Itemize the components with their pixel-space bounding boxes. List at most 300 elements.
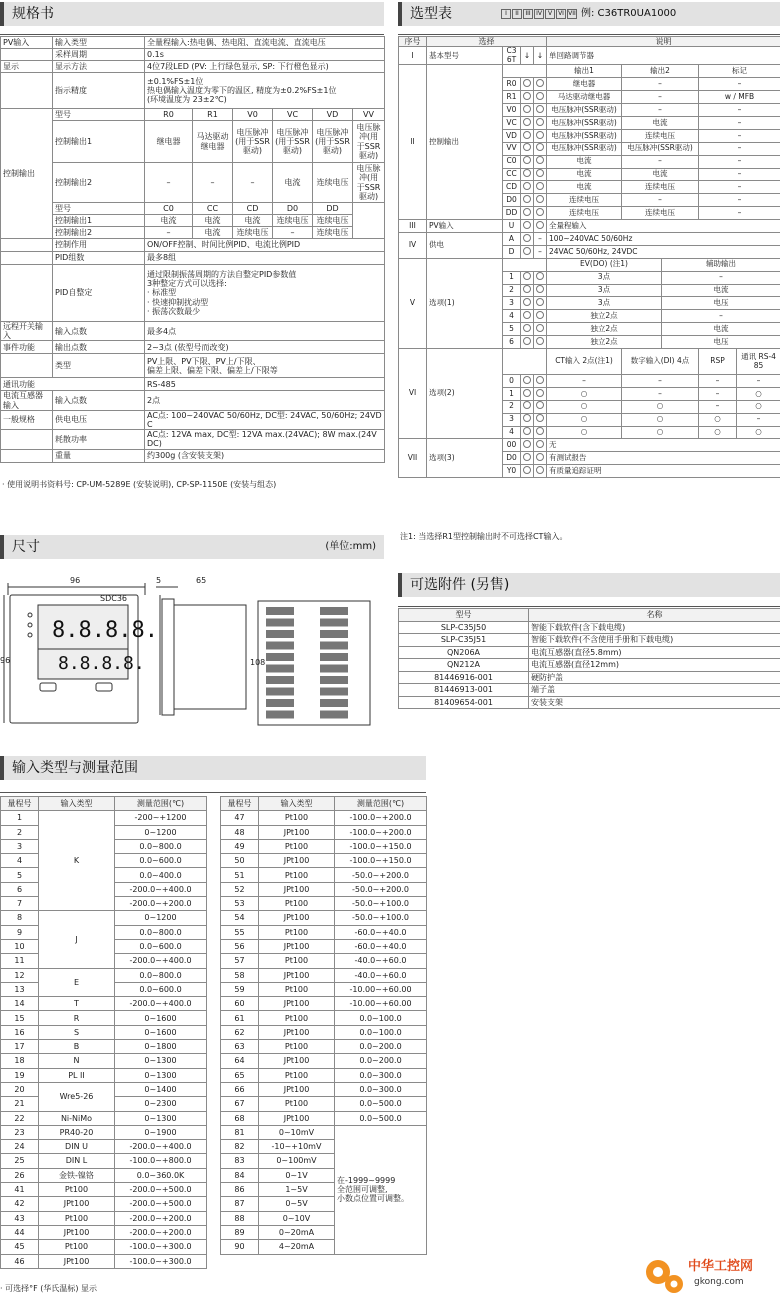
spec-item: 控制作用: [53, 239, 145, 252]
table-cell: 3点: [547, 297, 662, 310]
table-row: [1, 252, 385, 265]
roman-box: III: [523, 9, 533, 19]
circle-icon: [536, 440, 544, 448]
table-cell: ○: [737, 400, 780, 413]
range-value: -200.0~+400.0: [115, 954, 207, 968]
table-row: [1, 322, 385, 341]
select-circle: [534, 323, 547, 336]
select-circle: [534, 181, 547, 194]
range-table-right: [220, 796, 427, 1255]
out-cell: 电流: [233, 215, 273, 227]
code-cell: 0: [503, 375, 521, 388]
select-circle: [521, 168, 534, 181]
table-cell: 有质量追踪证明: [547, 465, 780, 478]
table-cell: 单回路调节器: [547, 47, 780, 65]
table-row: [1, 265, 385, 322]
range-no: 68: [221, 1111, 259, 1125]
table-cell: V: [399, 258, 427, 348]
range-no: 63: [221, 1040, 259, 1054]
range-no: 89: [221, 1225, 259, 1239]
table-row: [399, 646, 780, 659]
input-type: JPt100: [39, 1254, 115, 1268]
circle-icon: [536, 272, 544, 280]
table-row: [221, 854, 427, 868]
table-cell: PV输入: [427, 220, 503, 233]
range-no: 84: [221, 1168, 259, 1182]
out-cell: 电压脉冲(用于SSR驱动): [233, 121, 273, 163]
table-row: [399, 621, 780, 634]
table-row: [1, 430, 385, 449]
table-cell: –: [622, 91, 699, 104]
input-type: JPt100: [259, 911, 335, 925]
table-row: [221, 1125, 427, 1139]
code-cell: CD: [503, 181, 521, 194]
range-no: 52: [221, 882, 259, 896]
range-no: 53: [221, 897, 259, 911]
code-cell: D0: [503, 194, 521, 207]
select-circle: [521, 375, 534, 388]
circle-icon: [523, 195, 531, 203]
out-cell: 电压脉冲(用于SSR驱动): [353, 121, 385, 163]
select-circle: [521, 181, 534, 194]
table-cell: 电压脉冲(SSR驱动): [622, 142, 699, 155]
range-no: 14: [1, 997, 39, 1011]
select-circle: [534, 310, 547, 323]
input-type: 0~10mV: [259, 1125, 335, 1139]
circle-icon: [523, 92, 531, 100]
select-circle: [534, 297, 547, 310]
table-cell: 测量范围(℃): [115, 797, 207, 811]
code-cell: C36T: [503, 47, 521, 65]
table-cell: –: [662, 271, 780, 284]
range-value: -100.0~+150.0: [335, 839, 427, 853]
gkong-logo: [640, 1250, 770, 1300]
input-type: Pt100: [259, 954, 335, 968]
range-no: 55: [221, 925, 259, 939]
input-type: 0~100mV: [259, 1154, 335, 1168]
select-circle: [521, 117, 534, 130]
table-cell: 量程号: [221, 797, 259, 811]
spec-value: 0.1s: [145, 49, 385, 61]
out-cell: –: [273, 227, 313, 239]
table-cell: ↓: [534, 47, 547, 65]
range-value: 0~1300: [115, 1111, 207, 1125]
table-row: [221, 897, 427, 911]
table-row: [1, 1054, 207, 1068]
table-cell: ○: [737, 387, 780, 400]
input-type: JPt100: [259, 825, 335, 839]
table-cell: –: [622, 194, 699, 207]
code-cell: R0: [145, 109, 193, 121]
spec-item: 类型: [53, 354, 145, 378]
table-row: [1, 1068, 207, 1082]
table-cell: III: [399, 220, 427, 233]
range-no: 49: [221, 839, 259, 853]
roman-boxes: [500, 9, 577, 19]
spec-value: 约300g (含安装支架): [145, 449, 385, 462]
table-cell: 选项(1): [427, 258, 503, 348]
range-value: -10.00~+60.00: [335, 997, 427, 1011]
dim-unit: (单位:mm): [325, 541, 376, 552]
table-cell: 量程号: [1, 797, 39, 811]
input-type: J: [39, 911, 115, 968]
terminal-block: [266, 642, 294, 650]
select-circle: [521, 310, 534, 323]
range-no: 59: [221, 982, 259, 996]
table-cell: 供电: [427, 233, 503, 259]
spec-category: PV输入: [1, 37, 53, 49]
circle-icon: [523, 298, 531, 306]
table-cell: 电流: [547, 155, 622, 168]
range-value: -100.0~+800.0: [115, 1154, 207, 1168]
table-cell: –: [534, 245, 547, 258]
range-value: 0.0~100.0: [335, 1025, 427, 1039]
spec-category: 一般规格: [1, 410, 53, 429]
table-cell: 3点: [547, 284, 662, 297]
table-cell: 电压脉冲(SSR驱动): [547, 104, 622, 117]
range-value: 0.0~200.0: [335, 1040, 427, 1054]
input-type: Pt100: [39, 1240, 115, 1254]
circle-icon: [536, 118, 544, 126]
select-circle: [534, 439, 547, 452]
select-circle: [521, 284, 534, 297]
select-circle: [521, 194, 534, 207]
table-cell: ○: [699, 426, 737, 439]
table-row: [1, 1140, 207, 1154]
table-cell: 输入类型: [259, 797, 335, 811]
terminal-block: [266, 630, 294, 638]
circle-icon: [523, 156, 531, 164]
range-no: 83: [221, 1154, 259, 1168]
table-cell: 连续电压: [622, 207, 699, 220]
table-cell: 型号: [399, 609, 529, 622]
sel-table: [398, 36, 780, 478]
input-type: E: [39, 968, 115, 997]
range-no: 46: [1, 1254, 39, 1268]
input-type: 4~20mA: [259, 1240, 335, 1254]
range-no: 18: [1, 1054, 39, 1068]
circle-icon: [523, 389, 531, 397]
circle-icon: [523, 401, 531, 409]
range-value: 0.0~800.0: [115, 968, 207, 982]
code-cell: 1: [503, 271, 521, 284]
table-cell: –: [622, 375, 699, 388]
circle-icon: [523, 337, 531, 345]
circle-icon: [536, 376, 544, 384]
input-type: Pt100: [259, 1068, 335, 1082]
table-cell: 独立2点: [547, 310, 662, 323]
circle-icon: [523, 182, 531, 190]
circle-icon: [523, 324, 531, 332]
table-cell: 电压脉冲(SSR驱动): [547, 142, 622, 155]
spec-item: 供电电压: [53, 410, 145, 429]
spec-category: [1, 430, 53, 449]
spec-item: 显示方法: [53, 61, 145, 73]
input-type: 1~5V: [259, 1183, 335, 1197]
linear-note: 在-1999~9999 全范围可调整, 小数点位置可调整。: [335, 1125, 427, 1254]
table-cell: 100~240VAC 50/60Hz: [547, 233, 780, 246]
spec-value: 全量程输入:热电偶、热电阻、直流电流、直流电压: [145, 37, 385, 49]
table-cell: ○: [547, 413, 622, 426]
table-cell: –: [622, 155, 699, 168]
input-type: DIN L: [39, 1154, 115, 1168]
range-value: -40.0~+60.0: [335, 954, 427, 968]
table-cell: RSP: [699, 349, 737, 375]
table-cell: 电压: [662, 336, 780, 349]
out-cell: 电流: [193, 215, 233, 227]
range-value: -60.0~+40.0: [335, 925, 427, 939]
range-value: 0~1300: [115, 1054, 207, 1068]
table-row: [399, 233, 780, 246]
spec-item: 控制输出1: [53, 215, 145, 227]
input-type: 0~10V: [259, 1211, 335, 1225]
table-row: [1, 797, 207, 811]
spec-item: 输入类型: [53, 37, 145, 49]
range-divider: [0, 792, 426, 793]
table-cell: [503, 65, 547, 78]
code-cell: R1: [193, 109, 233, 121]
circle-icon: [523, 169, 531, 177]
circle-icon: [523, 105, 531, 113]
spec-value: ±0.1%FS±1位 热电偶输入温度为零下的温区, 精度为±0.2%FS±1位 (环境温度为 23±2℃): [145, 73, 385, 109]
table-cell: 继电器: [547, 78, 622, 91]
table-row: [221, 1011, 427, 1025]
select-circle: [521, 465, 534, 478]
table-cell: [503, 349, 547, 375]
table-row: [221, 1025, 427, 1039]
acc-model: QN212A: [399, 659, 529, 672]
spec-category: [1, 265, 53, 322]
circle-icon: [536, 311, 544, 319]
range-value: 0.0~600.0: [115, 939, 207, 953]
spec-value: 最多4点: [145, 322, 385, 341]
table-row: [221, 825, 427, 839]
table-row: [399, 696, 780, 709]
table-cell: [353, 203, 385, 239]
table-cell: –: [622, 104, 699, 117]
circle-icon: [536, 79, 544, 87]
spec-category: [1, 354, 53, 378]
table-row: [221, 868, 427, 882]
dim-model: SDC36: [100, 594, 128, 603]
sp-digits: 8.8.8.8.: [58, 653, 145, 674]
table-cell: –: [699, 400, 737, 413]
out-cell: 连续电压: [273, 215, 313, 227]
input-type: Pt100: [259, 811, 335, 825]
terminal-block: [266, 699, 294, 707]
table-row: [1, 1183, 207, 1197]
table-row: [399, 65, 780, 78]
roman-box: V: [545, 9, 555, 19]
terminal-block: [320, 642, 348, 650]
spec-value: ON/OFF控制、时间比例PID、电流比例PID: [145, 239, 385, 252]
table-row: [1, 1011, 207, 1025]
logo-text: 中华工控网: [688, 1259, 754, 1274]
code-cell: 3: [503, 297, 521, 310]
terminal-block: [320, 665, 348, 673]
spec-category: 通讯功能: [1, 378, 145, 391]
range-table-left: [0, 796, 207, 1269]
table-cell: –: [699, 194, 780, 207]
table-row: [221, 1082, 427, 1096]
acc-name: 电流互感器(直径5.8mm): [529, 646, 780, 659]
select-circle: [534, 465, 547, 478]
table-cell: 无: [547, 439, 780, 452]
range-no: 81: [221, 1125, 259, 1139]
range-value: 0.0~400.0: [115, 868, 207, 882]
range-value: 0.0~600.0: [115, 982, 207, 996]
code-cell: C0: [145, 203, 193, 215]
circle-icon: [536, 466, 544, 474]
range-value: 0.0~800.0: [115, 839, 207, 853]
table-cell: –: [699, 155, 780, 168]
range-value: 0~1200: [115, 911, 207, 925]
spec-item: PID组数: [53, 252, 145, 265]
table-cell: 连续电压: [547, 194, 622, 207]
table-row: [1, 121, 385, 163]
range-value: -50.0~+100.0: [335, 897, 427, 911]
circle-icon: [536, 105, 544, 113]
out-cell: –: [145, 163, 193, 203]
table-row: [1, 1225, 207, 1239]
table-cell: 标记: [699, 65, 780, 78]
range-no: 50: [221, 854, 259, 868]
spec-divider: [0, 34, 384, 35]
table-cell: IV: [399, 233, 427, 259]
acc-model: SLP-C35J50: [399, 621, 529, 634]
out-cell: 电压脉冲(用于SSR驱动): [353, 163, 385, 203]
roman-box: I: [501, 9, 511, 19]
spec-header: [0, 2, 384, 26]
spec-value: 通过限制振荡周期的方法自整定PID参数值 3种整定方式可以选择: · 标准型 · 快速抑制扰动型 · 振荡次数最少: [145, 265, 385, 322]
spec-category: 电流互感器输入: [1, 391, 53, 410]
out-cell: 继电器: [145, 121, 193, 163]
table-cell: –: [699, 129, 780, 142]
select-circle: [534, 426, 547, 439]
range-title: 输入类型与测量范围: [12, 759, 138, 776]
select-circle: [534, 194, 547, 207]
select-circle: [521, 323, 534, 336]
select-circle: [534, 78, 547, 91]
range-no: 23: [1, 1125, 39, 1139]
circle-icon: [523, 414, 531, 422]
range-no: 64: [221, 1054, 259, 1068]
circle-icon: [523, 221, 531, 229]
table-cell: 有测试报告: [547, 452, 780, 465]
table-cell: –: [534, 233, 547, 246]
range-no: 17: [1, 1040, 39, 1054]
range-value: -100.0~+300.0: [115, 1240, 207, 1254]
range-no: 62: [221, 1025, 259, 1039]
table-cell: CT输入 2点(注1): [547, 349, 622, 375]
table-row: [399, 671, 780, 684]
table-row: [1, 1254, 207, 1268]
select-circle: [534, 142, 547, 155]
code-cell: 3: [503, 413, 521, 426]
range-value: -100.0~+300.0: [115, 1254, 207, 1268]
range-no: 87: [221, 1197, 259, 1211]
out-cell: 电压脉冲(用于SSR驱动): [273, 121, 313, 163]
code-cell: 2: [503, 400, 521, 413]
circle-icon: [523, 272, 531, 280]
circle-icon: [523, 143, 531, 151]
terminal-block: [320, 630, 348, 638]
input-type: JPt100: [259, 854, 335, 868]
table-cell: 电压脉冲(SSR驱动): [547, 129, 622, 142]
range-note: · 可选择°F (华氏温标) 显示: [0, 1284, 98, 1293]
range-no: 60: [221, 997, 259, 1011]
table-cell: 电流: [547, 168, 622, 181]
range-no: 5: [1, 868, 39, 882]
input-type: Wre5-26: [39, 1082, 115, 1111]
circle-icon: [523, 311, 531, 319]
spec-title: 规格书: [12, 5, 54, 22]
spec-item: 输入点数: [53, 322, 145, 341]
table-row: [221, 954, 427, 968]
circle-icon: [536, 169, 544, 177]
range-value: -200~+1200: [115, 811, 207, 825]
spec-item: 采样周期: [53, 49, 145, 61]
acc-name: 智能下载软件(含下载电缆): [529, 621, 780, 634]
circle-icon: [536, 324, 544, 332]
table-row: [221, 882, 427, 896]
range-no: 56: [221, 939, 259, 953]
range-no: 43: [1, 1211, 39, 1225]
input-type: N: [39, 1054, 115, 1068]
table-row: [399, 220, 780, 233]
range-value: -100.0~+200.0: [335, 825, 427, 839]
select-circle: [521, 129, 534, 142]
code-cell: R0: [503, 78, 521, 91]
range-no: 51: [221, 868, 259, 882]
input-type: T: [39, 997, 115, 1011]
code-cell: Y0: [503, 465, 521, 478]
out-cell: 电流: [273, 163, 313, 203]
spec-item: 控制输出2: [53, 163, 145, 203]
circle-icon: [536, 182, 544, 190]
range-no: 41: [1, 1183, 39, 1197]
input-type: 0~20mA: [259, 1225, 335, 1239]
range-value: -40.0~+60.0: [335, 968, 427, 982]
circle-icon: [536, 131, 544, 139]
range-no: 1: [1, 811, 39, 825]
acc-model: SLP-C35J51: [399, 634, 529, 647]
table-cell: –: [699, 387, 737, 400]
circle-icon: [536, 453, 544, 461]
range-no: 57: [221, 954, 259, 968]
table-row: [1, 354, 385, 378]
acc-title: 可选附件 (另售): [410, 576, 510, 593]
table-row: [1, 1240, 207, 1254]
out-cell: 电流: [193, 227, 233, 239]
spec-category: 远程开关输入: [1, 322, 53, 341]
range-header: [0, 756, 426, 780]
code-cell: VV: [353, 109, 385, 121]
range-no: 20: [1, 1082, 39, 1096]
select-circle: [534, 129, 547, 142]
sel-header: [398, 2, 780, 26]
select-circle: [521, 413, 534, 426]
table-cell: –: [622, 78, 699, 91]
table-cell: –: [737, 413, 780, 426]
range-no: 15: [1, 1011, 39, 1025]
range-value: -200.0~+500.0: [115, 1197, 207, 1211]
code-cell: U: [503, 220, 521, 233]
input-type: JPt100: [39, 1197, 115, 1211]
select-circle: [521, 155, 534, 168]
table-row: [221, 1040, 427, 1054]
table-cell: 数字输入(DI) 4点: [622, 349, 699, 375]
